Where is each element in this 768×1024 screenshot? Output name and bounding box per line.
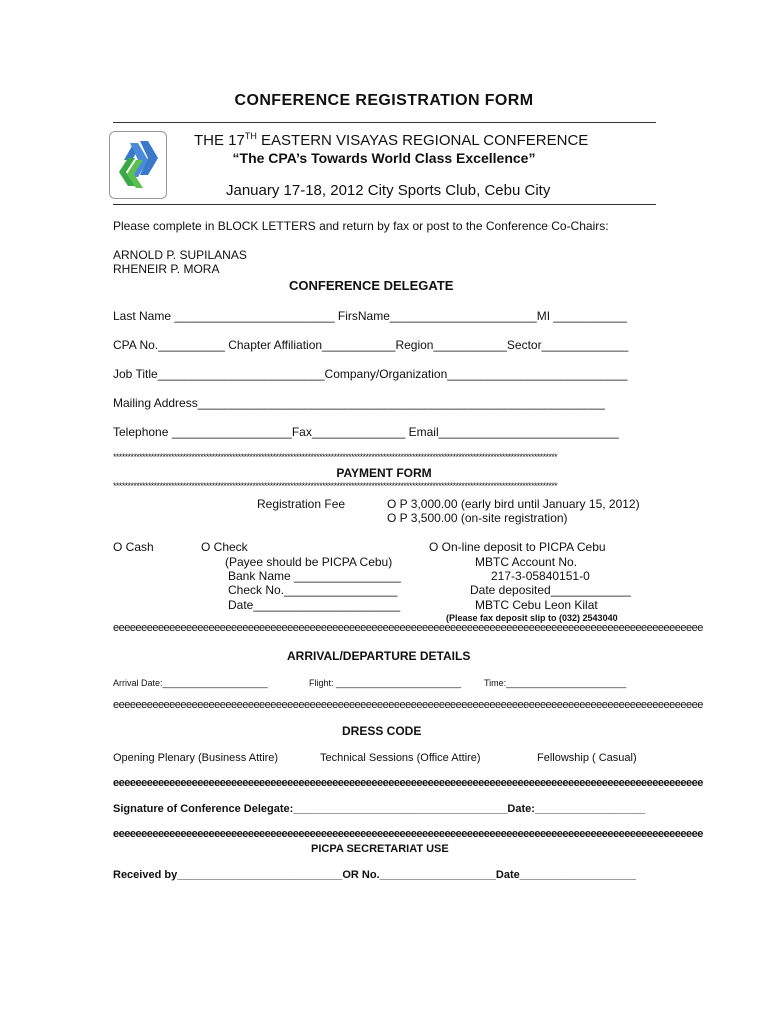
separator-e-3: eeeeeeeeeeeeeeeeeeeeeeeeeeeeeeeeeeeeeeeeeeeeeeeeeeeeeeeeeeeeeeeeeeeeeeeeeeeeeeeeeeeeeeeeeeeeeeeeeeeeeeeee: [113, 777, 703, 789]
conference-date-venue: January 17-18, 2012 City Sports Club, Cebu City: [226, 182, 551, 199]
header-rule-top: [113, 122, 656, 123]
cochair-2: RHENEIR P. MORA: [113, 262, 220, 276]
check-number[interactable]: Check No._________________: [228, 583, 398, 597]
time-field[interactable]: Time:________________________: [484, 678, 627, 688]
fee-early-bird-option[interactable]: O P 3,000.00 (early bird until January 15, 2012): [387, 497, 640, 511]
conference-ordinal: THE 17: [194, 132, 245, 149]
cochair-1: ARNOLD P. SUPILANAS: [113, 248, 247, 262]
delegate-job-row[interactable]: Job Title_________________________Company/Organization___________________________: [113, 367, 628, 381]
separator-e-4: eeeeeeeeeeeeeeeeeeeeeeeeeeeeeeeeeeeeeeeeeeeeeeeeeeeeeeeeeeeeeeeeeeeeeeeeeeeeeeeeeeeeeeeeeeeeeeeeeeeeeeeee: [113, 828, 703, 840]
separator-stars-1: *********************************************************************************************************************************************************: [113, 452, 558, 462]
payment-check-option[interactable]: O Check: [201, 540, 248, 554]
conference-name: [194, 131, 588, 149]
online-date-deposited[interactable]: Date deposited____________: [470, 583, 631, 597]
dress-opening-plenary: Opening Plenary (Business Attire): [113, 752, 279, 764]
ordinal-suffix: TH: [244, 131, 257, 141]
online-account-number: 217-3-05840151-0: [491, 569, 590, 583]
payment-cash-option[interactable]: O Cash: [113, 540, 154, 554]
delegate-address-row[interactable]: Mailing Address_____________________________________________________________: [113, 396, 605, 410]
secretariat-heading: PICPA SECRETARIAT USE: [311, 843, 449, 855]
check-payee: (Payee should be PICPA Cebu): [225, 555, 393, 569]
instructions: Please complete in BLOCK LETTERS and return by fax or post to the Conference Co-Chairs:: [113, 219, 609, 233]
dress-technical-sessions: Technical Sessions (Office Attire): [320, 752, 481, 764]
conference-theme: “The CPA’s Towards World Class Excellence”: [232, 150, 536, 166]
arrival-heading: ARRIVAL/DEPARTURE DETAILS: [287, 649, 471, 663]
dress-code-heading: DRESS CODE: [342, 724, 422, 738]
delegate-contact-row[interactable]: Telephone __________________Fax______________ Email___________________________: [113, 425, 619, 439]
delegate-cpa-row[interactable]: CPA No.__________ Chapter Affiliation___________Region___________Sector_____________: [113, 338, 629, 352]
check-date[interactable]: Date______________________: [228, 598, 401, 612]
online-branch: MBTC Cebu Leon Kilat: [475, 598, 598, 612]
online-account-label: MBTC Account No.: [475, 555, 578, 569]
registration-fee-label: Registration Fee: [257, 497, 346, 511]
delegate-heading: CONFERENCE DELEGATE: [289, 278, 454, 293]
delegate-name-row[interactable]: Last Name ________________________ FirsName______________________MI ___________: [113, 309, 627, 323]
signature-line[interactable]: Signature of Conference Delegate:___________________________________Date:__________________: [113, 803, 646, 815]
check-bank-name[interactable]: Bank Name ________________: [228, 569, 401, 583]
separator-e-2: eeeeeeeeeeeeeeeeeeeeeeeeeeeeeeeeeeeeeeeeeeeeeeeeeeeeeeeeeeeeeeeeeeeeeeeeeeeeeeeeeeeeeeeeeeeeeeeeeeeeeeeee: [113, 699, 703, 711]
received-by-line[interactable]: Received by___________________________OR No.___________________Date___________________: [113, 869, 636, 881]
arrival-date-field[interactable]: Arrival Date:_____________________: [113, 678, 268, 688]
header-rule-bottom: [113, 204, 656, 205]
flight-field[interactable]: Flight: _________________________: [309, 678, 462, 688]
fax-note: (Please fax deposit slip to (032) 2543040: [446, 613, 618, 623]
conference-title-text: EASTERN VISAYAS REGIONAL CONFERENCE: [256, 132, 589, 149]
payment-heading: PAYMENT FORM: [336, 466, 432, 480]
separator-stars-2: *********************************************************************************************************************************************************: [113, 481, 558, 491]
dress-fellowship: Fellowship ( Casual): [537, 752, 637, 764]
payment-online-option[interactable]: O On-line deposit to PICPA Cebu: [429, 540, 606, 554]
fee-onsite-option[interactable]: O P 3,500.00 (on-site registration): [387, 511, 568, 525]
form-title: CONFERENCE REGISTRATION FORM: [234, 92, 534, 109]
separator-e-1: eeeeeeeeeeeeeeeeeeeeeeeeeeeeeeeeeeeeeeeeeeeeeeeeeeeeeeeeeeeeeeeeeeeeeeeeeeeeeeeeeeeeeeeeeeeeeeeeeeeeeeeee: [113, 622, 703, 634]
